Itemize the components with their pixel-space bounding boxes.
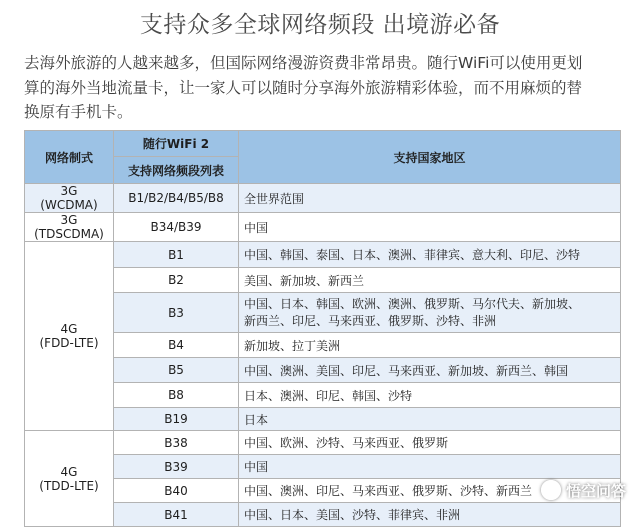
countries-cell: 日本、澳洲、印尼、韩国、沙特: [239, 383, 621, 408]
band-cell: B4: [114, 333, 239, 358]
network-cell: 3G (WCDMA): [25, 184, 114, 213]
table-row: [25, 213, 621, 242]
countries-line: 新西兰、印尼、马来西亚、俄罗斯、沙特、非洲: [244, 313, 497, 328]
countries-cell: 中国、澳洲、美国、印尼、马来西亚、新加坡、新西兰、韩国: [239, 358, 621, 383]
network-cell: 4G (FDD-LTE): [25, 242, 114, 431]
countries-cell: 中国: [239, 213, 621, 242]
watermark-text: 悟空问答: [565, 481, 626, 500]
table-row: [25, 268, 621, 293]
network-cell: 4G (TDD-LTE): [25, 431, 114, 527]
table-row: [25, 242, 621, 268]
table-row: [25, 293, 621, 333]
table-row: [25, 479, 621, 503]
band-support-table: [24, 130, 621, 527]
header-band-list: 支持网络频段列表: [114, 157, 239, 184]
table-row: [25, 431, 621, 455]
band-cell: B19: [114, 408, 239, 431]
band-cell: B2: [114, 268, 239, 293]
band-cell: B39: [114, 455, 239, 479]
intro-line: 去海外旅游的人越来越多，但国际网络漫游资费非常昂贵。随行WiFi可以使用更划: [24, 54, 583, 72]
countries-cell: 中国、日本、美国、沙特、菲律宾、非洲: [239, 503, 621, 527]
intro-paragraph: [24, 51, 624, 125]
intro-line: 换原有手机卡。: [24, 103, 133, 121]
countries-cell: 美国、新加坡、新西兰: [239, 268, 621, 293]
table-row: [25, 184, 621, 213]
band-cell: B3: [114, 293, 239, 333]
band-cell: B1: [114, 242, 239, 268]
band-cell: B34/B39: [114, 213, 239, 242]
countries-cell: 新加坡、拉丁美洲: [239, 333, 621, 358]
band-cell: B8: [114, 383, 239, 408]
header-countries: 支持国家地区: [239, 131, 621, 184]
header-network: 网络制式: [25, 131, 114, 184]
countries-cell: 中国: [239, 455, 621, 479]
table-row: [25, 408, 621, 431]
countries-cell: [239, 293, 621, 333]
band-cell: B1/B2/B4/B5/B8: [114, 184, 239, 213]
header-device: 随行WiFi 2: [114, 131, 239, 157]
band-cell: B40: [114, 479, 239, 503]
table-row: [25, 383, 621, 408]
table-row: [25, 503, 621, 527]
table-row: [25, 455, 621, 479]
countries-cell: 全世界范围: [239, 184, 621, 213]
network-cell: 3G (TDSCDMA): [25, 213, 114, 242]
countries-cell: 日本: [239, 408, 621, 431]
countries-cell: 中国、韩国、泰国、日本、澳洲、菲律宾、意大利、印尼、沙特: [239, 242, 621, 268]
watermark: [541, 478, 626, 502]
table-row: [25, 358, 621, 383]
band-cell: B41: [114, 503, 239, 527]
table-row: [25, 333, 621, 358]
countries-cell: 中国、澳洲、印尼、马来西亚、俄罗斯、沙特、新西兰: [239, 479, 621, 503]
wukong-logo-icon: [541, 480, 561, 500]
countries-cell: 中国、欧洲、沙特、马来西亚、俄罗斯: [239, 431, 621, 455]
page-title: 支持众多全球网络频段 出境游必备: [139, 12, 501, 38]
band-cell: B5: [114, 358, 239, 383]
band-cell: B38: [114, 431, 239, 455]
intro-line: 算的海外当地流量卡，让一家人可以随时分享海外旅游精彩体验，而不用麻烦的替: [24, 78, 583, 97]
countries-line: 中国、日本、韩国、欧洲、澳洲、俄罗斯、马尔代夫、新加坡、: [244, 296, 581, 311]
